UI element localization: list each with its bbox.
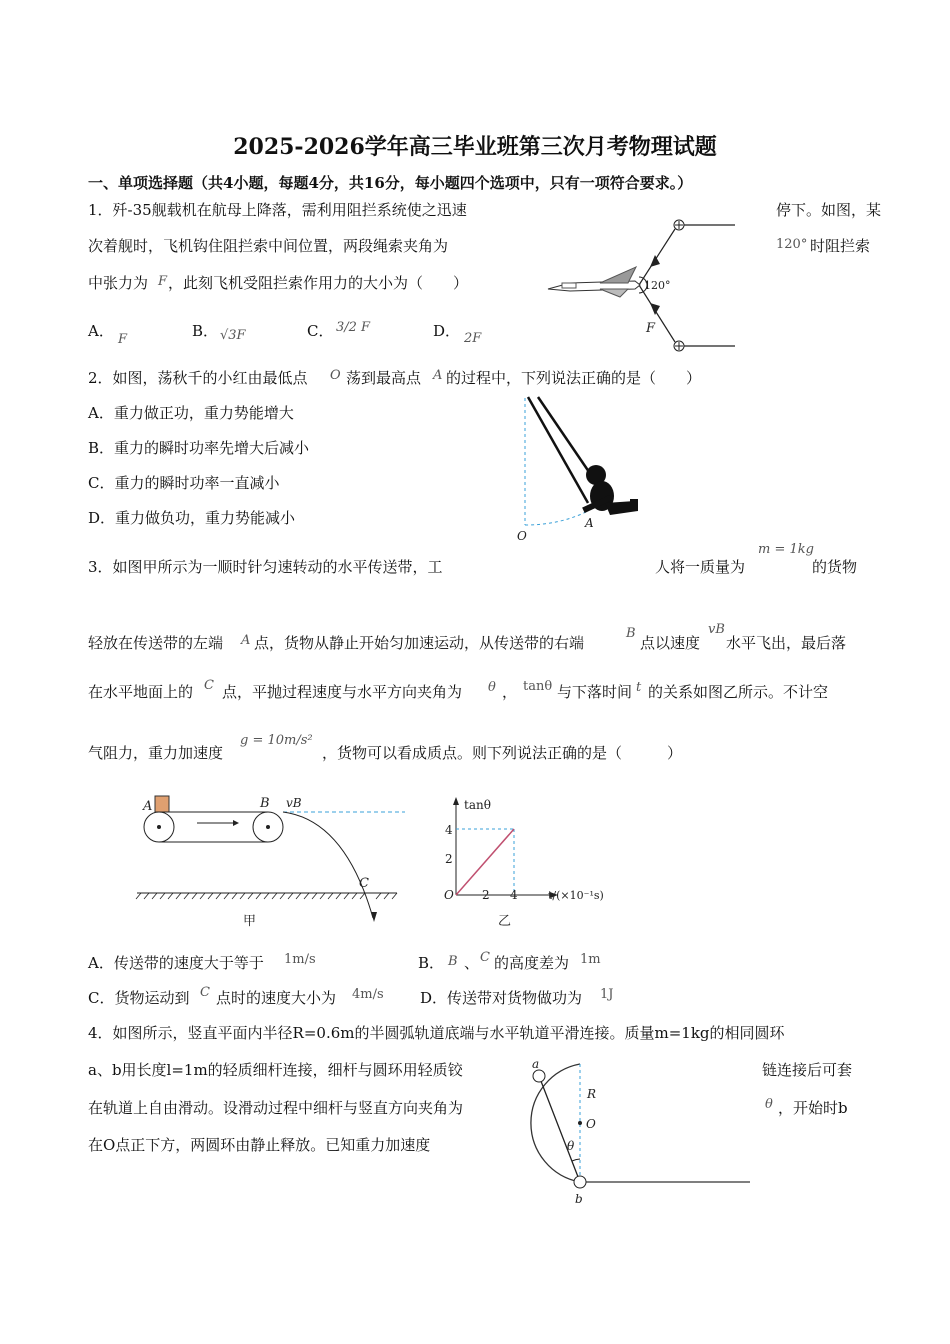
q4-line2-end: 链连接后可套 xyxy=(762,1061,853,1079)
q1-figure-aircraft xyxy=(540,205,770,360)
q1-force-symbol: F xyxy=(158,274,168,289)
q3-line1: 3．如图甲所示为一顺时针匀速转动的水平传送带，工 xyxy=(88,558,443,576)
q3-option-b-sep: 、 xyxy=(464,954,480,972)
q1-option-a: A． xyxy=(88,322,114,340)
q3-line3: 在水平地面上的 xyxy=(88,683,194,701)
q1-option-d: D． xyxy=(433,322,461,340)
q3-jia-caption: 甲 xyxy=(243,914,257,929)
q3-line3-d: 与下落时间 xyxy=(557,683,633,701)
q2-figure-o-label: O xyxy=(517,529,527,543)
q1-option-a-value: F xyxy=(118,332,128,347)
q4-figure-o-label: O xyxy=(586,1117,596,1131)
q2-stem-end: 的过程中，下列说法正确的是（ ） xyxy=(446,369,702,387)
q3-option-b-value: 1m xyxy=(580,952,601,967)
q3-point-c: C xyxy=(204,678,214,693)
q4-figure-r-label: R xyxy=(587,1087,597,1101)
q1-line3-end: ，此刻飞机受阻拦索作用力的大小为（ ） xyxy=(168,274,469,292)
q1-option-c-value: 3/2 F xyxy=(336,320,371,335)
q3-yi-line xyxy=(456,829,514,895)
q3-option-c-value: 4m/s xyxy=(352,987,384,1002)
q1-line1: 1．歼-35舰载机在航母上降落，需利用阻拦系统使之迅速 xyxy=(88,201,467,219)
q3-line2: 轻放在传送带的左端 xyxy=(88,634,224,652)
q3-line4: 气阻力，重力加速度 xyxy=(88,744,224,762)
q1-option-b: B． xyxy=(192,322,219,340)
q4-line2: a、b用长度l=1m的轻质细杆连接，细杆与圆环用轻质铰 xyxy=(88,1061,463,1079)
q3-jia-vb-label: vB xyxy=(286,796,302,810)
q2-stem-mid: 荡到最高点 xyxy=(346,369,422,387)
q2-option-c: C．重力的瞬时功率一直减小 xyxy=(88,474,280,492)
q3-option-a-value: 1m/s xyxy=(284,952,316,967)
q2-stem: 2．如图，荡秋千的小红由最低点 xyxy=(88,369,308,387)
q1-figure-angle-label: 120° xyxy=(644,279,671,292)
q2-option-d: D．重力做负功，重力势能减小 xyxy=(88,509,296,527)
q2-point-a: A xyxy=(433,368,443,383)
q4-line3-end: ，开始时b xyxy=(778,1099,848,1117)
q3-yi-xlabel: t/(×10⁻¹s) xyxy=(548,889,604,902)
q3-option-b-point-b: B xyxy=(448,954,458,969)
q3-yi-origin: O xyxy=(444,888,454,902)
q3-yi-y2: 2 xyxy=(445,852,453,866)
q4-figure-theta-label: θ xyxy=(567,1139,575,1153)
q3-line1-end: 的货物 xyxy=(812,558,858,576)
q4-line3: 在轨道上自由滑动。设滑动过程中细杆与竖直方向夹角为 xyxy=(88,1099,464,1117)
q3-yi-x4: 4 xyxy=(510,888,518,902)
q3-line4-b: ，货物可以看成质点。则下列说法正确的是（ ） xyxy=(322,744,683,762)
q3-point-a: A xyxy=(241,633,251,648)
q3-option-b-point-c: C xyxy=(480,950,490,965)
q1-option-b-value: √3F xyxy=(220,328,246,343)
q4-figure-b-label: b xyxy=(575,1192,583,1206)
q3-theta: θ xyxy=(488,680,496,695)
q3-figure-jia xyxy=(135,790,410,930)
q3-line2-c: 点以速度 xyxy=(640,634,701,652)
q3-option-b-text: 的高度差为 xyxy=(494,954,570,972)
q3-velocity-vb: vB xyxy=(708,622,725,637)
q1-line2: 次着舰时，飞机钩住阻拦索中间位置，两段绳索夹角为 xyxy=(88,237,449,255)
q2-option-b: B．重力的瞬时功率先增大后减小 xyxy=(88,439,310,457)
q2-figure-swing xyxy=(510,393,650,543)
q3-point-b: B xyxy=(626,626,636,641)
q3-line2-b: 点，货物从静止开始匀加速运动，从传送带的右端 xyxy=(254,634,585,652)
section-heading: 一、单项选择题（共4小题，每题4分，共16分，每小题四个选项中，只有一项符合要求。） xyxy=(88,174,693,192)
q1-option-d-value: 2F xyxy=(464,331,482,346)
q2-figure-a-label: A xyxy=(585,516,594,530)
q3-line3-e: 的关系如图乙所示。不计空 xyxy=(648,683,829,701)
q2-option-a: A．重力做正功，重力势能增大 xyxy=(88,404,294,422)
q3-line3-b: 点，平抛过程速度与水平方向夹角为 xyxy=(222,683,463,701)
q3-jia-b-label: B xyxy=(260,796,270,811)
q4-figure-a-label: a xyxy=(532,1058,540,1071)
q3-line2-d: 水平飞出，最后落 xyxy=(726,634,847,652)
q3-yi-x2: 2 xyxy=(482,888,490,902)
q3-option-d: D．传送带对货物做功为 xyxy=(420,989,583,1007)
q3-jia-a-label: A xyxy=(143,799,153,814)
q3-yi-ylabel: tanθ xyxy=(464,798,491,812)
q1-option-c: C． xyxy=(307,322,334,340)
q3-option-c: C．货物运动到 xyxy=(88,989,190,1007)
q1-line2-end: 时阻拦索 xyxy=(810,237,871,255)
q1-line1-end: 停下。如图，某 xyxy=(776,201,882,219)
q3-yi-y4: 4 xyxy=(445,823,453,837)
q3-mass: m = 1kg xyxy=(758,542,814,557)
q2-point-o: O xyxy=(330,368,341,383)
q4-theta: θ xyxy=(765,1097,773,1112)
q3-option-d-value: 1J xyxy=(600,987,614,1002)
q3-jia-c-label: C xyxy=(359,876,369,891)
q1-figure-force-label: F xyxy=(646,321,656,336)
q3-option-a: A．传送带的速度大于等于 xyxy=(88,954,264,972)
q4-line4: 在O点正下方，两圆环由静止释放。已知重力加速度 xyxy=(88,1136,431,1154)
q1-angle: 120° xyxy=(776,237,808,252)
q3-option-c-text: 点时的速度大小为 xyxy=(216,989,337,1007)
q3-line1-mid: 人将一质量为 xyxy=(655,558,746,576)
q3-time-t: t xyxy=(636,680,642,695)
q3-option-c-point: C xyxy=(200,985,210,1000)
q4-line1: 4．如图所示，竖直平面内半径R=0.6m的半圆弧轨道底端与水平轨道平滑连接。质量m=1kg的相同圆环 xyxy=(88,1024,785,1042)
q3-line3-c: ， xyxy=(502,683,518,701)
q3-tan-theta: tanθ xyxy=(523,679,553,694)
q4-figure-track xyxy=(515,1058,755,1208)
q1-line3: 中张力为 xyxy=(88,274,149,292)
q3-yi-caption: 乙 xyxy=(498,914,512,929)
q3-figure-yi xyxy=(440,795,620,935)
q3-option-b: B． xyxy=(418,954,445,972)
q3-gravity: g = 10m/s² xyxy=(240,733,313,748)
page-title: 2025-2026学年高三毕业班第三次月考物理试题 xyxy=(233,134,717,160)
